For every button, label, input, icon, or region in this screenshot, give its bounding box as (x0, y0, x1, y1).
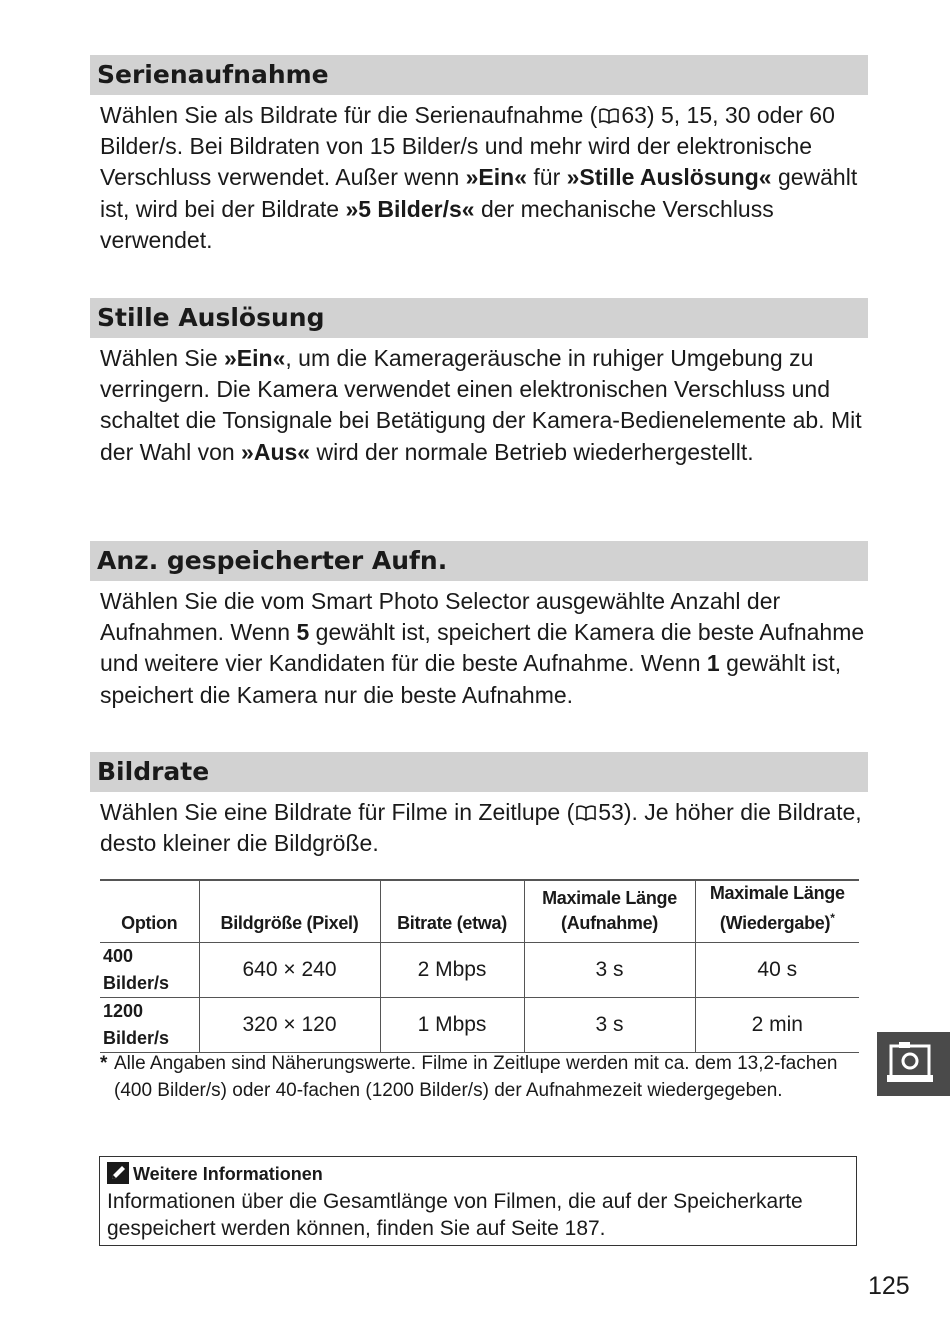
table-row (100, 998, 859, 1053)
paragraph-stille-ausloesung: Wählen Sie »Ein«, um die Kamerageräusche in ruhiger Umgebung zu verringern. Die Kamera verwendet einen elektronischen Verschluss und schaltet die Tonsignale bei Betätigung der Kamera-Bedienelemente ab. Mit der Wahl von »Aus« wird der normale Betrieb wiederhergestellt. (100, 345, 862, 465)
table-cell-option: 1200 Bilder/s (100, 998, 199, 1053)
table-cell: 640 × 240 (199, 943, 380, 998)
table-header: Bitrate (etwa) (380, 880, 524, 943)
section-title: Serienaufnahme (97, 60, 329, 89)
table-cell: 1 Mbps (380, 998, 524, 1053)
section-heading-serienaufnahme (90, 55, 868, 95)
footnote-marker: * (100, 1053, 108, 1074)
table-cell: 2 Mbps (380, 943, 524, 998)
paragraph-serienaufnahme: Wählen Sie als Bildrate für die Serienaufnahme ( 63) 5, 15, 30 oder 60 Bilder/s. Bei Bildraten von 15 Bilder/s und mehr wird der elektronische Verschluss verwendet. Außer wenn »Ein« für »Stille Auslösung« gewählt ist, wird bei der Bildrate »5 Bilder/s« der mechanische Verschluss verwendet. (100, 102, 858, 253)
bildrate-table (100, 879, 859, 1053)
book-reference-icon (598, 108, 620, 124)
camera-setup-icon (877, 1032, 950, 1096)
table-cell: 40 s (695, 943, 859, 998)
section-heading-anz-gespeicherter-aufn (90, 541, 868, 581)
camera-setup-icon-graphic (877, 1032, 950, 1096)
table-cell: 3 s (524, 998, 695, 1053)
page-reference: 53 (598, 799, 624, 825)
section-title: Bildrate (97, 757, 210, 786)
table-header: Bildgröße (Pixel) (199, 880, 380, 943)
table-row (100, 943, 859, 998)
page-number: 125 (868, 1272, 910, 1300)
footnote-marker: * (830, 911, 835, 925)
info-title: Weitere Informationen (107, 1162, 323, 1186)
pencil-icon (107, 1162, 129, 1184)
section-heading-bildrate (90, 752, 868, 792)
table-header: Option (100, 880, 199, 943)
table-cell-option: 400 Bilder/s (100, 943, 199, 998)
footnote-text: Alle Angaben sind Näherungswerte. Filme in Zeitlupe werden mit ca. dem 13,2-fachen (400 Bilder/s) oder 40-fachen (1200 Bilder/s) der Aufnahmezeit wiedergegeben. (114, 1053, 838, 1101)
section-title: Anz. gespeicherter Aufn. (97, 546, 448, 575)
info-text: Informationen über die Gesamtlänge von Filmen, die auf der Speicherkarte gespeichert werden können, finden Sie auf Seite 187. (107, 1190, 803, 1240)
table-footnote (100, 1051, 862, 1104)
info-box (99, 1156, 857, 1246)
section-title: Stille Auslösung (97, 303, 325, 332)
table-header: Maximale Länge (Wiedergabe)* (695, 880, 859, 943)
page-reference: 63 (621, 102, 647, 128)
table-cell: 3 s (524, 943, 695, 998)
table-header: Maximale Länge (Aufnahme) (524, 880, 695, 943)
table-cell: 320 × 120 (199, 998, 380, 1053)
section-heading-stille-ausloesung (90, 298, 868, 338)
paragraph-bildrate: Wählen Sie eine Bildrate für Filme in Zeitlupe ( 53). Je höher die Bildrate, desto kleiner die Bildgröße. (100, 799, 862, 857)
table-cell: 2 min (695, 998, 859, 1053)
book-reference-icon (575, 805, 597, 821)
table-header-row (100, 880, 859, 943)
paragraph-anz-gespeicherter-aufn: Wählen Sie die vom Smart Photo Selector ausgewählte Anzahl der Aufnahmen. Wenn 5 gewählt ist, speichert die Kamera die beste Aufnahme und weitere vier Kandidaten für die beste Aufnahme. Wenn 1 gewählt ist, speichert die Kamera nur die beste Aufnahme. (100, 588, 865, 708)
